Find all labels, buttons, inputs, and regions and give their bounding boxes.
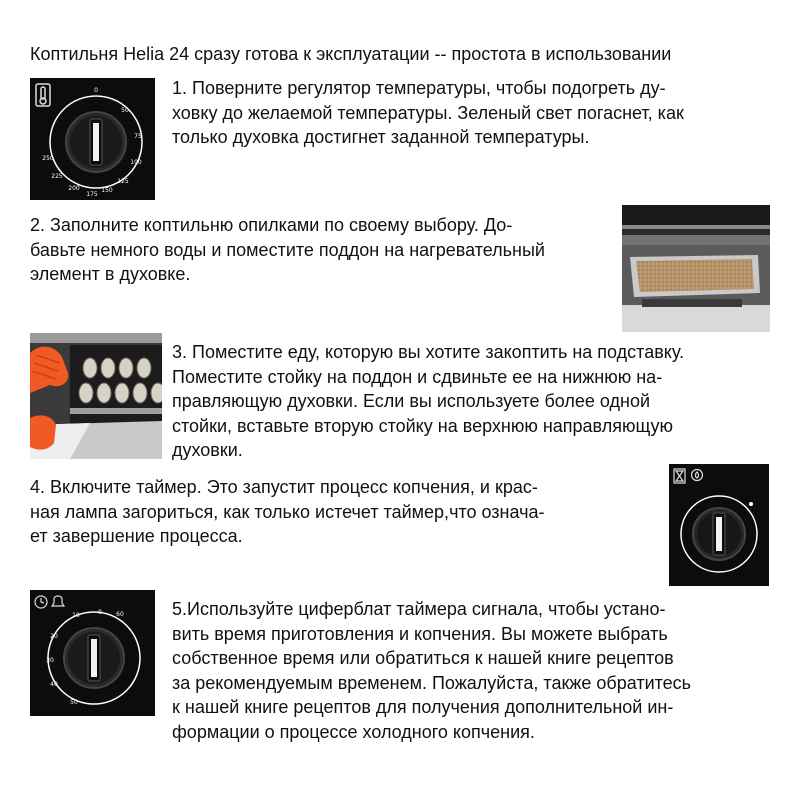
dial-label-225: 225 xyxy=(51,173,63,180)
step-5-line: 5.Используйте циферблат таймера сигнала, чтобы устано- xyxy=(172,599,666,619)
alarm-dial-label-40: 40 xyxy=(50,681,58,688)
alarm-dial-label-60: 60 xyxy=(116,611,124,618)
step-2-text xyxy=(30,213,620,287)
step-4-text xyxy=(30,475,650,549)
step-5-text xyxy=(172,597,782,744)
food-rack-in-oven-photo xyxy=(30,333,162,459)
step-5-line: за рекомендуемым временем. Пожалуйста, также обратитесь xyxy=(172,672,692,693)
step-4-line: 4. Включите таймер. Это запустит процесс копчения, и крас- xyxy=(30,477,538,497)
dial-label-175: 175 xyxy=(86,191,98,198)
step-3-line: стойки, вставьте вторую стойку на верхнюю направляющую xyxy=(172,415,673,436)
alarm-timer-dial-photo xyxy=(30,590,155,716)
step-5-line: собственное время или обратиться к нашей книге рецептов xyxy=(172,648,674,668)
alarm-dial-label-30: 30 xyxy=(46,657,54,664)
step-4-line: ет завершение процесса. xyxy=(30,526,243,546)
dial-label-0: 0 xyxy=(94,87,98,94)
page-title: Коптильня Helia 24 сразу готова к эксплуатации -- простота в использовании xyxy=(30,44,672,64)
dial-label-100: 100 xyxy=(130,159,142,166)
alarm-dial-label-10: 10 xyxy=(72,612,80,619)
step-4-line: ная лампа загориться, как только истечет таймер,что означа- xyxy=(30,501,545,522)
alarm-dial-label-50: 50 xyxy=(70,699,78,706)
step-3-line: 3. Поместите еду, которую вы хотите закоптить на подставку. xyxy=(172,342,685,362)
dial-label-125: 125 xyxy=(117,178,129,185)
dial-label-200: 200 xyxy=(68,185,80,192)
timer-dial-illustration xyxy=(669,464,769,586)
step-3-line: Поместите стойку на поддон и сдвиньте ее на нижнюю на- xyxy=(172,366,663,387)
dial-label-250: 250 xyxy=(42,155,54,162)
alarm-dial-label-0: 0 xyxy=(98,609,102,616)
step-1-line: 1. Поверните регулятор температуры, чтобы подогреть ду- xyxy=(172,78,666,98)
step-3-text xyxy=(172,340,782,463)
step-2-line: элемент в духовке. xyxy=(30,264,191,284)
step-5-line: вить время приготовления и копчения. Вы можете выбрать xyxy=(172,623,668,644)
temperature-dial-illustration xyxy=(30,78,155,200)
step-2-line: бавьте немного воды и поместите поддон на нагревательный xyxy=(30,239,545,260)
temperature-dial-photo xyxy=(30,78,155,200)
alarm-dial-illustration xyxy=(30,590,155,716)
sawdust-tray-in-oven-photo xyxy=(622,205,770,332)
step-2-line: 2. Заполните коптильню опилками по своему выбору. До- xyxy=(30,215,513,235)
oven-rack-illustration xyxy=(30,333,162,459)
step-3-line: правляющую духовки. Если вы используете более одной xyxy=(172,391,651,411)
oven-tray-illustration xyxy=(622,205,770,332)
step-3-line: духовки. xyxy=(172,440,243,460)
dial-label-75: 75 xyxy=(134,133,142,140)
step-5-line: к нашей книге рецептов для получения дополнительной ин- xyxy=(172,697,674,717)
step-1-line: ховку до желаемой температуры. Зеленый свет погаснет, как xyxy=(172,102,684,123)
dial-label-150: 150 xyxy=(101,187,113,194)
dial-label-50: 50 xyxy=(121,107,129,114)
step-1-text xyxy=(172,76,772,150)
timer-dial-photo xyxy=(669,464,769,586)
alarm-dial-label-20: 20 xyxy=(50,633,58,640)
step-5-line: формации о процессе холодного копчения. xyxy=(172,721,535,742)
step-1-line: только духовка достигнет заданной температуры. xyxy=(172,127,590,147)
